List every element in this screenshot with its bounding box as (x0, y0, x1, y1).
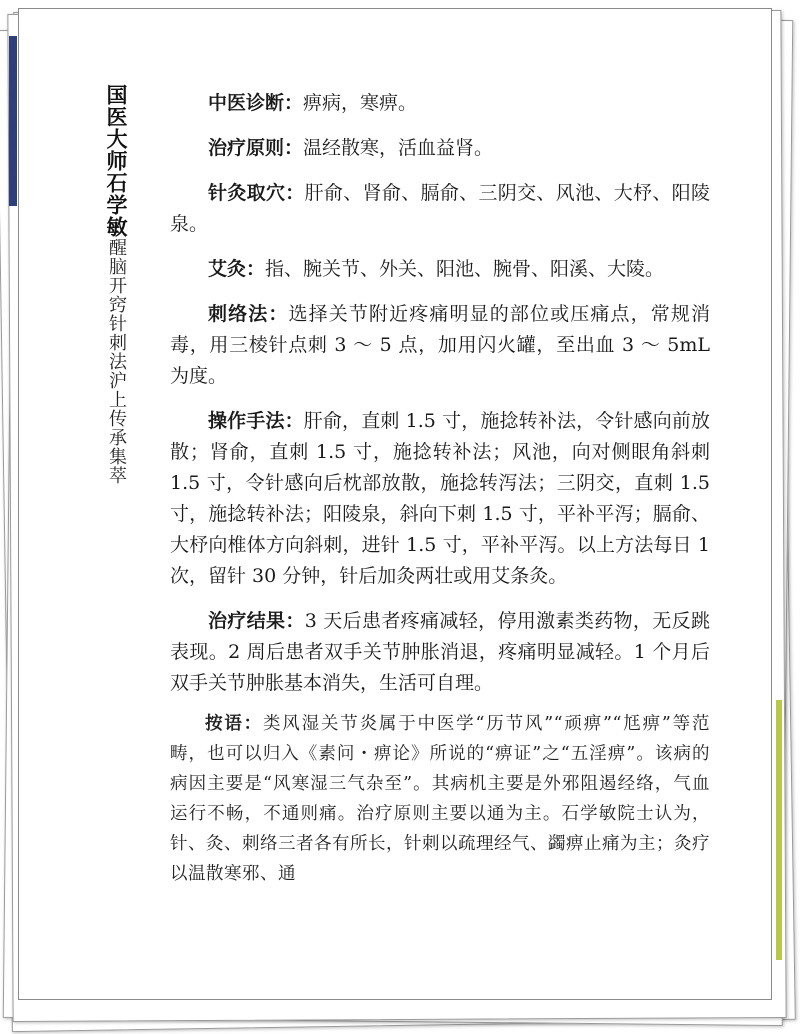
bloodletting-label: 刺络法： (208, 303, 289, 325)
diagnosis-paragraph (170, 88, 710, 119)
principle-text: 温经散寒，活血益肾。 (303, 137, 494, 159)
moxibustion-label: 艾灸： (208, 258, 266, 280)
commentary-label: 按语： (205, 714, 263, 734)
technique-label: 操作手法： (208, 410, 304, 432)
bloodletting-text: 选择关节附近疼痛明显的部位或压痛点，常规消毒，用三棱针点刺 3 ～ 5 点，加用闪火罐，至出血 3 ～ 5mL 为度。 (170, 303, 710, 387)
principle-paragraph (170, 133, 710, 164)
diagnosis-label: 中医诊断： (208, 92, 304, 114)
technique-text: 肝俞，直刺 1.5 寸，施捻转补法，令针感向前放散；肾俞，直刺 1.5 寸，施捻转补法；风池，向对侧眼角斜刺 1.5 寸，令针感向后枕部放散，施捻转泻法；三阴交，直刺 1.5 寸，施捻转补法；阳陵泉，斜向下刺 1.5 寸，平补平泻；膈俞、大杼向椎体方向斜刺，进针 1.5 寸，平补平泻。以上方法每日 1 次，留针 30 分钟，针后加灸两壮或用艾条灸。 (170, 410, 710, 587)
result-paragraph (170, 606, 710, 699)
principle-label: 治疗原则： (208, 137, 304, 159)
moxibustion-text: 指、腕关节、外关、阳池、腕骨、阳溪、大陵。 (265, 258, 665, 280)
book-cover-edge (776, 700, 782, 960)
acupoints-label: 针灸取穴： (208, 182, 305, 204)
commentary-paragraph (170, 709, 710, 889)
bloodletting-paragraph (170, 299, 710, 392)
running-title-sub: 醒脑开窍针刺法沪上传承集萃 (106, 238, 127, 485)
diagnosis-text: 痹病，寒痹。 (303, 92, 418, 114)
acupoints-text: 肝俞、肾俞、膈俞、三阴交、风池、大杼、阳陵泉。 (170, 182, 710, 235)
running-title-main: 国医大师石学敏 (104, 84, 128, 238)
page-body (170, 88, 710, 889)
book-cover-edge (9, 36, 17, 206)
commentary-text: 类风湿关节炎属于中医学“历节风”“顽痹”“尪痹”等范畴，也可以归入《素问・痹论》所说的“痹证”之“五淫痹”。该病的病因主要是“风寒湿三气杂至”。其病机主要是外邪阻遏经络，气血运行不畅，不通则痛。治疗原则主要以通为主。石学敏院士认为，针、灸、刺络三者各有所长，针刺以疏理经气、蠲痹止痛为主；灸疗以温散寒邪、通 (170, 714, 710, 884)
technique-paragraph (170, 406, 710, 592)
acupoints-paragraph (170, 178, 710, 240)
result-label: 治疗结果： (208, 610, 305, 632)
result-text: 3 天后患者疼痛减轻，停用激素类药物，无反跳表现。2 周后患者双手关节肿胀消退，疼痛明显减轻。1 个月后双手关节肿胀基本消失，生活可自理。 (170, 610, 710, 694)
running-title (92, 84, 126, 485)
moxibustion-paragraph (170, 254, 710, 285)
